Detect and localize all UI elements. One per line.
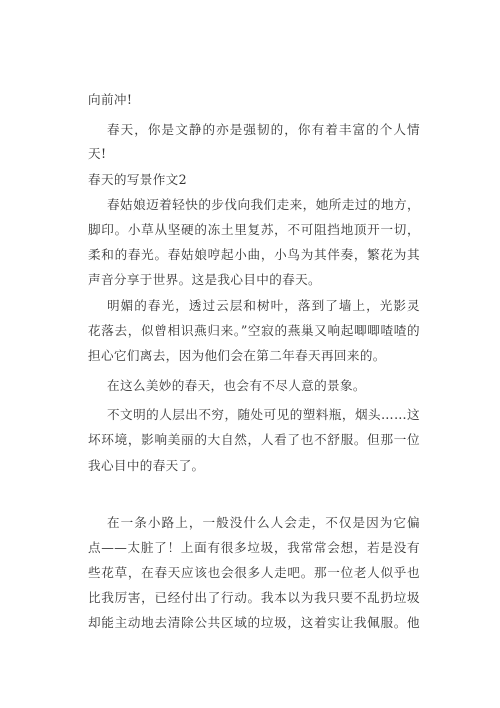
text-line: 点——太脏了！上面有很多垃圾，我常常会想，若是没有 <box>88 540 420 555</box>
text-line: 在这么美妙的春天，也会有不尽人意的景象。 <box>107 378 366 393</box>
section-heading: 春天的写景作文2 <box>88 172 187 187</box>
text-line: 柔和的春光。春姑娘哼起小曲，小鸟为其伴奏，繁花为其 <box>88 247 420 262</box>
text-line: 明媚的春光，透过云层和树叶，落到了墙上，光影灵 <box>107 298 420 313</box>
text-line: 比我厉害，已经付出了行动。我本以为我只要不乱扔垃圾 <box>88 590 420 605</box>
text-line: 花落去，似曾相识燕归来。”空寂的燕巢又响起唧唧喳喳的 <box>88 323 420 338</box>
text-line: 我心目中的春天了。 <box>88 458 205 473</box>
text-line: 担心它们离去，因为他们会在第二年春天再回来的。 <box>88 348 386 363</box>
text-line: 春姑娘迈着轻快的步伐向我们走来，她所走过的地方， <box>107 197 420 212</box>
text-line: 向前冲! <box>88 92 133 107</box>
text-line: 些花草，在春天应该也会很多人走吧。那一位老人似乎也 <box>88 565 420 580</box>
text-line: 天! <box>88 146 107 161</box>
text-line: 脚印。小草从坚硬的冻土里复苏，不可阻挡地顶开一切， <box>88 222 420 237</box>
text-line: 不文明的人层出不穷，随处可见的塑料瓶，烟头……这 <box>107 407 420 422</box>
text-line: 却能主动地去清除公共区域的垃圾，这着实让我佩服。他 <box>88 615 420 630</box>
text-line: 声音分享于世界。这是我心目中的春天。 <box>88 272 321 287</box>
text-line: 春天，你是文静的亦是强韧的，你有着丰富的个人情 <box>107 122 420 137</box>
text-line: 坏环境，影响美丽的大自然，人看了也不舒服。但那一位 <box>88 432 420 447</box>
text-line: 在一条小路上，一般没什么人会走，不仅是因为它偏 <box>107 515 420 530</box>
